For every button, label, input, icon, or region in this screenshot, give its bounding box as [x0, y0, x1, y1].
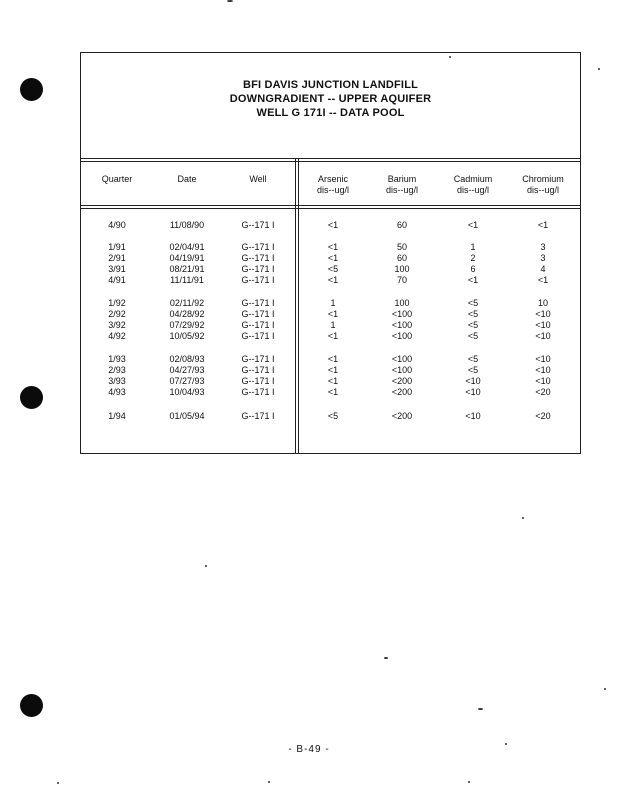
cell-quarter: 3/91: [108, 264, 126, 274]
cell-quarter: 1/91: [108, 242, 126, 252]
cell-quarter: 3/92: [108, 320, 126, 330]
cell-well: G--171 I: [241, 253, 275, 263]
binder-hole-bottom: [20, 694, 43, 717]
header-rule-top: [81, 158, 580, 159]
cell-cadmium: <5: [467, 331, 479, 341]
cell-well: G--171 I: [241, 220, 275, 230]
title-line-3: WELL G 171I -- DATA POOL: [256, 107, 405, 119]
column-header-well: [218, 174, 298, 185]
column-header-label: Arsenic: [317, 174, 348, 184]
cell-cadmium: <1: [467, 275, 479, 285]
cell-chromium: <1: [537, 220, 549, 230]
column-divider: [295, 158, 296, 453]
cell-barium: 60: [396, 220, 407, 230]
cell-arsenic: <1: [327, 242, 339, 252]
cell-barium: 70: [396, 275, 407, 285]
column-header-unit: dis--ug/l: [526, 185, 559, 195]
cell-arsenic: <1: [327, 253, 339, 263]
scan-speck: [57, 782, 59, 784]
cell-date: 02/11/92: [169, 298, 205, 308]
scan-speck: [268, 781, 270, 783]
cell-well: G--171 I: [241, 309, 275, 319]
cell-well: G--171 I: [241, 298, 275, 308]
cell-date: 02/08/93: [169, 354, 205, 364]
scan-speck: [604, 688, 606, 690]
cell-quarter: 4/92: [108, 331, 126, 341]
cell-well: G--171 I: [241, 275, 275, 285]
cell-cadmium: <10: [465, 376, 481, 386]
cell-cadmium: <10: [465, 387, 481, 397]
binder-hole-top: [20, 78, 43, 101]
cell-barium: 60: [396, 253, 407, 263]
scan-speck: [478, 708, 483, 710]
cell-barium: 50: [396, 242, 407, 252]
cell-quarter: 3/93: [108, 376, 126, 386]
cell-quarter: 4/91: [108, 275, 126, 285]
cell-arsenic: 1: [330, 320, 336, 330]
cell-chromium: <10: [535, 365, 551, 375]
column-header-label: Quarter: [101, 174, 133, 184]
cell-arsenic: <1: [327, 331, 339, 341]
cell-arsenic: <1: [327, 387, 339, 397]
cell-chromium: <20: [535, 387, 551, 397]
cell-cadmium: 1: [470, 242, 476, 252]
cell-well: G--171 I: [241, 376, 275, 386]
cell-barium: <100: [391, 365, 413, 375]
cell-arsenic: <1: [327, 275, 339, 285]
cell-well: G--171 I: [241, 411, 275, 421]
cell-arsenic: <1: [327, 354, 339, 364]
cell-barium: 100: [394, 264, 410, 274]
cell-cadmium: <5: [467, 354, 479, 364]
cell-date: 07/29/92: [169, 320, 205, 330]
header-rule-top-double: [81, 161, 580, 162]
column-header-barium: [362, 174, 442, 196]
cell-well: G--171 I: [241, 365, 275, 375]
cell-date: 10/05/92: [169, 331, 205, 341]
cell-cadmium: <5: [467, 365, 479, 375]
column-header-quarter: [77, 174, 157, 185]
cell-quarter: 1/92: [108, 298, 126, 308]
cell-cadmium: <5: [467, 320, 479, 330]
header-rule-bottom-double: [81, 208, 580, 209]
cell-date: 04/28/92: [169, 309, 205, 319]
cell-cadmium: 6: [470, 264, 476, 274]
cell-cadmium: <1: [467, 220, 479, 230]
cell-date: 11/08/90: [169, 220, 205, 230]
cell-date: 08/21/91: [169, 264, 205, 274]
scan-speck: [205, 565, 207, 567]
page-number: - B-49 -: [288, 744, 330, 755]
cell-quarter: 2/91: [108, 253, 126, 263]
scan-speck: [384, 657, 388, 659]
column-header-arsenic: [293, 174, 373, 196]
cell-barium: <100: [391, 320, 413, 330]
cell-arsenic: 1: [330, 298, 336, 308]
cell-quarter: 1/94: [108, 411, 126, 421]
cell-well: G--171 I: [241, 387, 275, 397]
cell-barium: <100: [391, 309, 413, 319]
cell-date: 11/11/91: [170, 275, 204, 285]
cell-arsenic: <1: [327, 220, 339, 230]
column-header-date: [147, 174, 227, 185]
cell-chromium: 3: [540, 253, 546, 263]
cell-date: 07/27/93: [169, 376, 205, 386]
column-header-label: Well: [249, 174, 267, 184]
cell-chromium: 10: [537, 298, 548, 308]
cell-cadmium: <10: [465, 411, 481, 421]
cell-barium: <100: [391, 331, 413, 341]
cell-well: G--171 I: [241, 242, 275, 252]
column-header-unit: dis--ug/l: [316, 185, 349, 195]
data-table-frame: [80, 52, 581, 454]
cell-quarter: 4/90: [108, 220, 126, 230]
cell-chromium: <10: [535, 320, 551, 330]
cell-well: G--171 I: [241, 354, 275, 364]
cell-quarter: 2/93: [108, 365, 126, 375]
cell-arsenic: <5: [327, 411, 339, 421]
column-header-unit: dis--ug/l: [385, 185, 418, 195]
column-header-label: Barium: [387, 174, 417, 184]
cell-barium: 100: [394, 298, 410, 308]
column-header-label: Chromium: [522, 174, 564, 184]
cell-cadmium: <5: [467, 298, 479, 308]
cell-barium: <100: [391, 354, 413, 364]
cell-chromium: <10: [535, 354, 551, 364]
cell-cadmium: <5: [467, 309, 479, 319]
cell-chromium: 3: [540, 242, 546, 252]
cell-chromium: <10: [535, 309, 551, 319]
cell-chromium: <10: [535, 331, 551, 341]
column-header-label: Date: [177, 174, 197, 184]
column-header-cadmium: [433, 174, 513, 196]
cell-well: G--171 I: [241, 320, 275, 330]
cell-arsenic: <1: [327, 376, 339, 386]
cell-cadmium: 2: [470, 253, 476, 263]
cell-date: 02/04/91: [169, 242, 205, 252]
cell-chromium: <1: [537, 275, 549, 285]
cell-chromium: <20: [535, 411, 551, 421]
cell-chromium: <10: [535, 376, 551, 386]
cell-well: G--171 I: [241, 331, 275, 341]
cell-date: 10/04/93: [169, 387, 205, 397]
cell-barium: <200: [391, 387, 413, 397]
cell-date: 04/27/93: [169, 365, 205, 375]
header-rule-bottom: [81, 205, 580, 206]
cell-quarter: 2/92: [108, 309, 126, 319]
cell-chromium: 4: [540, 264, 546, 274]
cell-barium: <200: [391, 376, 413, 386]
cell-date: 01/05/94: [169, 411, 205, 421]
binder-hole-middle: [20, 386, 43, 409]
cell-arsenic: <5: [327, 264, 339, 274]
scan-speck: [598, 68, 600, 70]
scan-speck: [468, 781, 470, 783]
cell-quarter: 4/93: [108, 387, 126, 397]
column-header-unit: dis--ug/l: [456, 185, 489, 195]
cell-barium: <200: [391, 411, 413, 421]
cell-well: G--171 I: [241, 264, 275, 274]
column-header-label: Cadmium: [453, 174, 493, 184]
scan-speck: [522, 517, 524, 519]
cell-date: 04/19/91: [169, 253, 205, 263]
cell-quarter: 1/93: [108, 354, 126, 364]
title-line-2: DOWNGRADIENT -- UPPER AQUIFER: [229, 93, 432, 105]
column-header-chromium: [503, 174, 583, 196]
scan-speck: [227, 0, 233, 2]
cell-arsenic: <1: [327, 309, 339, 319]
title-line-1: BFI DAVIS JUNCTION LANDFILL: [242, 79, 419, 91]
table-title: [81, 78, 580, 120]
cell-arsenic: <1: [327, 365, 339, 375]
